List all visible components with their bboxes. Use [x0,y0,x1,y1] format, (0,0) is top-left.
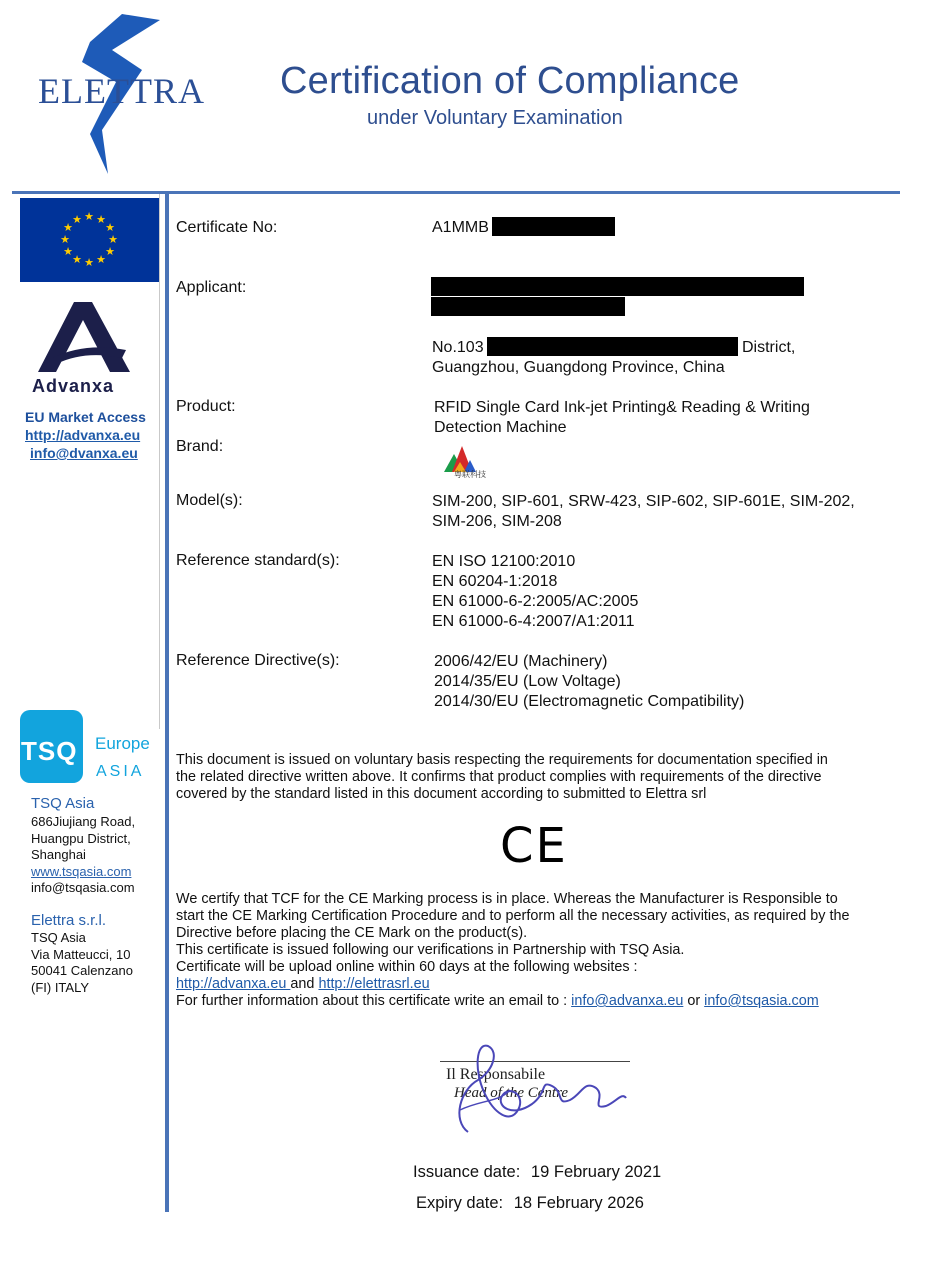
brand-logo-text: 粤联科技 [454,470,486,479]
eu-flag-icon [20,198,159,282]
or-text: or [683,993,705,1009]
svg-text:★: ★ [84,256,94,269]
advanxa-link[interactable]: http://advanxa.eu [25,427,141,443]
applicant-address-suffix: District, [742,339,796,356]
advanxa-website-link[interactable]: http://advanxa.eu [176,976,291,992]
svg-text:★: ★ [105,221,115,234]
standards-list [432,552,638,632]
redaction-bar [492,217,615,236]
eu-market-access: EU Market Access [25,409,146,425]
svg-text:★: ★ [84,210,94,223]
models-line: SIM-206, SIM-208 [432,513,562,530]
websites-line [176,976,891,993]
partnership-line: This certificate is issued following our verifications in Partnership with TSQ Asia. [176,942,685,958]
redaction-bar [431,297,625,316]
brand-label: Brand: [176,438,224,455]
standard-item: EN 61000-6-2:2005/AC:2005 [432,593,639,610]
svg-text:★: ★ [96,253,106,266]
directive-item: 2014/30/EU (Electromagnetic Compatibility) [434,693,745,710]
tsq-address [31,814,135,897]
elettra-name: Elettra s.r.l. [31,912,107,929]
sidebar-divider [165,194,169,1212]
product-label: Product: [176,398,236,415]
page-title: Certification of Compliance [280,60,740,102]
svg-text:★: ★ [105,245,115,258]
models-line: SIM-200, SIP-601, SRW-423, SIP-602, SIP-601E, SIM-202, [432,493,855,510]
expiry-value: 18 February 2026 [513,1194,644,1212]
tsq-logo-asia: ASIA [96,763,145,780]
redaction-bar [431,277,804,296]
directive-item: 2006/42/EU (Machinery) [434,653,608,670]
and-text: and [290,976,319,992]
tsq-email: info@tsqasia.com [31,880,135,895]
tsq-logo-box [20,710,83,783]
statement-line: covered by the standard listed in this document according to submitted to Elettra srl [176,786,707,802]
statement-paragraph [176,752,891,803]
standard-item: EN ISO 12100:2010 [432,553,576,570]
svg-text:★: ★ [63,221,73,234]
advanxa-email-link[interactable]: info@dvanxa.eu [30,445,138,461]
advanxa-logo [30,300,140,400]
further-info-line [176,993,891,1010]
further-info-text: For further information about this certificate write an email to : [176,993,572,1009]
advanxa-email-body-link[interactable]: info@advanxa.eu [571,993,684,1009]
advanxa-a-icon [30,300,140,380]
tsq-address-line: 686Jiujiang Road, [31,814,136,829]
certificate-prefix: A1MMB [432,219,489,236]
expiry-date [416,1194,644,1213]
applicant-label: Applicant: [176,279,247,296]
elettra-address-line: TSQ Asia [31,930,86,945]
tsq-website-link[interactable]: www.tsqasia.com [31,863,132,879]
header-divider [12,191,900,194]
tsq-email-body-link[interactable]: info@tsqasia.com [704,993,819,1009]
sidebar-thin-divider [159,194,160,729]
expiry-label: Expiry date: [416,1194,504,1212]
svg-text:★: ★ [72,213,82,226]
certification-line: Directive before placing the CE Mark on the product(s). [176,925,528,941]
product-line: Detection Machine [434,419,567,436]
certificate-number [432,218,489,238]
statement-line: the related directive written above. It confirms that product complies with requirements of the directive [176,769,822,785]
signature-subtitle: Head of the Centre [454,1085,569,1101]
signature-block [440,1040,635,1140]
standards-label: Reference standard(s): [176,552,340,569]
models-value [432,492,855,532]
svg-text:★: ★ [60,233,70,246]
elettra-address [31,930,133,996]
redaction-bar [487,337,738,356]
models-label: Model(s): [176,492,243,509]
standard-item: EN 60204-1:2018 [432,573,558,590]
applicant-address-line2: Guangzhou, Guangdong Province, China [432,359,725,376]
tsq-address-line: Huangpu District, [31,830,131,846]
certification-paragraph [176,891,891,1010]
directives-list [434,652,744,712]
issuance-label: Issuance date: [413,1163,521,1181]
applicant-address-prefix: No.103 [432,339,484,356]
certificate-label: Certificate No: [176,219,278,236]
product-value [434,398,810,438]
elettra-address-line: Via Matteucci, 10 [31,946,131,962]
tsq-logo-text: TSQ [21,736,78,766]
issuance-date [413,1163,661,1182]
advanxa-logo-text: Advanxa [32,376,115,396]
elettra-address-line: 50041 Calenzano [31,963,133,978]
product-line: RFID Single Card Ink-jet Printing& Reading & Writing [434,399,810,416]
statement-line: This document is issued on voluntary basis respecting the requirements for documentation specified in [176,752,828,768]
certification-line: start the CE Marking Certification Procedure and to perform all the necessary activities, as required by the [176,908,850,924]
svg-text:★: ★ [96,213,106,226]
svg-text:★: ★ [63,245,73,258]
tsq-asia-name: TSQ Asia [31,795,95,812]
handwritten-signature [440,1040,635,1140]
standard-item: EN 61000-6-4:2007/A1:2011 [432,613,635,630]
upload-line: Certificate will be upload online within 60 days at the following websites : [176,959,638,975]
ce-mark-icon: CE [500,818,568,874]
elettra-logo-text: ELETTRA [38,71,205,111]
brand-logo [440,440,500,484]
directives-label: Reference Directive(s): [176,652,340,669]
tsq-logo-europe: Europe [95,734,150,753]
page-subtitle: under Voluntary Examination [367,107,623,129]
tsq-address-line: Shanghai [31,847,86,862]
elettra-logo [30,12,210,177]
svg-text:★: ★ [108,233,118,246]
certification-line: We certify that TCF for the CE Marking process is in place. Whereas the Manufacturer is Responsible to [176,891,838,907]
signature-title: Il Responsabile [446,1066,546,1083]
elettra-address-line: (FI) ITALY [31,979,90,995]
directive-item: 2014/35/EU (Low Voltage) [434,673,621,690]
tsq-logo [20,710,160,785]
svg-text:★: ★ [72,253,82,266]
elettra-website-link[interactable]: http://elettrasrl.eu [318,976,430,992]
issuance-value: 19 February 2021 [530,1163,662,1181]
